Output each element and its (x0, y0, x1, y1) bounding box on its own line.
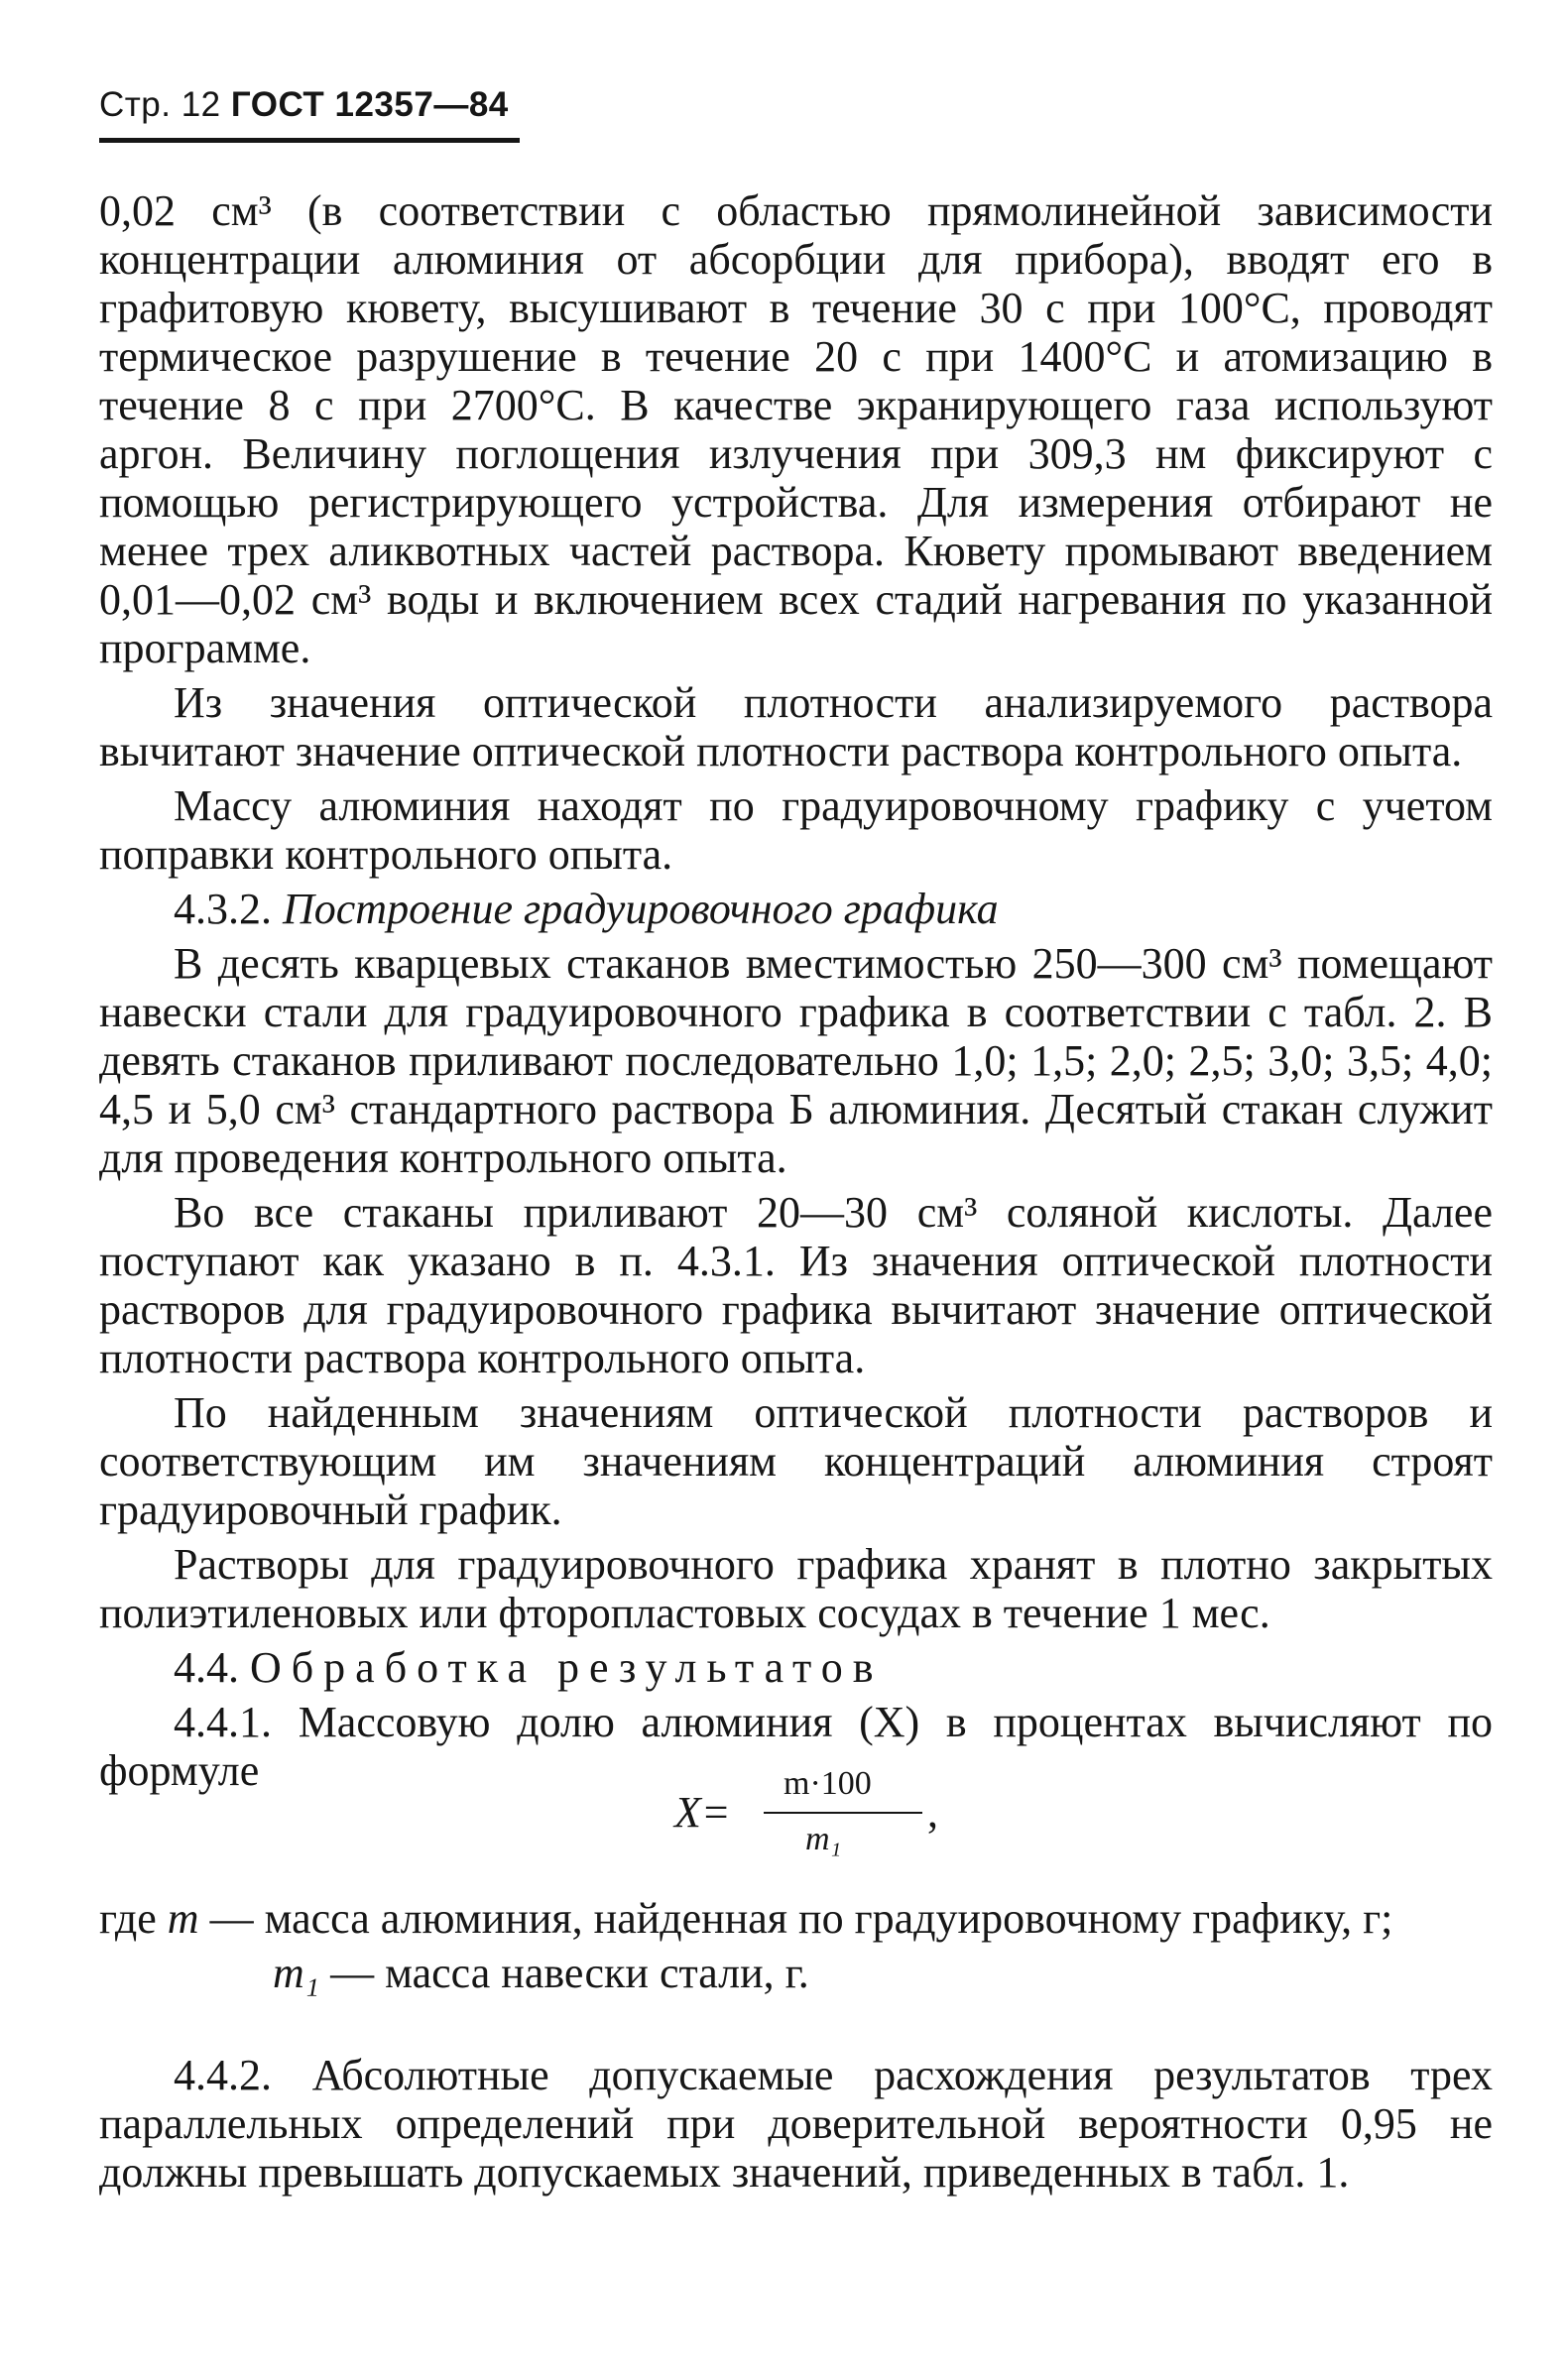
formula-mass-fraction (674, 1765, 938, 1864)
definition-row (99, 1949, 1493, 1997)
paragraph-formula-intro: 4.4.1. Массовую долю алюминия (X) в процентах вычисляют по формуле (99, 1698, 1493, 1795)
page-number: Стр. 12 (99, 85, 221, 124)
fraction-bar (764, 1812, 922, 1814)
header-rule (99, 138, 520, 143)
tail-text (99, 2051, 1493, 2197)
section-number: 4.4. (174, 1643, 239, 1692)
definition-text: — масса алюминия, найденная по градуировочному графику, г; (209, 1894, 1393, 1943)
formula-lhs: X= (674, 1788, 731, 1837)
paragraph-build-graph: По найденным значениям оптической плотности растворов и соответствующим им значениям концентраций алюминия строят градуировочный график. (99, 1388, 1493, 1534)
paragraph-beakers: В десять кварцевых стаканов вместимостью 250—300 см³ помещают навески стали для градуировочного графика в соответствии с табл. 2. В девять стаканов приливают последовательно 1,0; 1,5; 2,0; 2,5; 3,0; 3,5; 4,0; 4,5 и 5,0 см³ стандартного раствора Б алюминия. Десятый стакан служит для проведения контрольного опыта. (99, 939, 1493, 1182)
definition-prefix: где (99, 1894, 157, 1943)
paragraph-storage: Растворы для градуировочного графика хранят в плотно закрытых полиэтиленовых или фторопластовых сосудах в течение 1 мес. (99, 1540, 1493, 1637)
formula-denominator: m₁ (805, 1821, 842, 1857)
formula-comma: , (927, 1788, 938, 1837)
section-heading-4-3-2 (99, 885, 1493, 933)
page-header (99, 85, 509, 125)
paragraph-atomization: 0,02 см³ (в соответствии с областью прямолинейной зависимости концентрации алюминия от абсорбции для прибора), вводят его в графитовую кювету, высушивают в течение 30 с при 100°С, проводят термическое разрушение в течение 20 с при 1400°С и атомизацию в течение 8 с при 2700°С. В качестве экранирующего газа используют аргон. Величину поглощения излучения при 309,3 нм фиксируют с помощью регистрирующего устройства. Для измерения отбирают не менее трех аликвотных частей раствора. Кювету промывают введением 0,01—0,02 см³ воды и включением всех стадий нагревания по указанной программе. (99, 186, 1493, 672)
formula-definitions (99, 1894, 1493, 1997)
definition-symbol: m₁ (273, 1949, 320, 1997)
paragraph-blank-subtraction: Из значения оптической плотности анализируемого раствора вычитают значение оптической плотности раствора контрольного опыта. (99, 678, 1493, 775)
section-number: 4.3.2. (174, 885, 272, 933)
paragraph-tolerances: 4.4.2. Абсолютные допускаемые расхождения результатов трех параллельных определений при доверительной вероятности 0,95 не должны превышать допускаемых значений, приведенных в табл. 1. (99, 2051, 1493, 2197)
paragraph-mass-by-graph: Массу алюминия находят по градуировочному графику с учетом поправки контрольного опыта. (99, 781, 1493, 879)
paragraph-hydrochloric-acid: Во все стаканы приливают 20—30 см³ соляной кислоты. Далее поступают как указано в п. 4.3.1. Из значения оптической плотности растворов для градуировочного графика вычитают значение оптической плотности раствора контрольного опыта. (99, 1188, 1493, 1382)
section-heading-4-4 (99, 1643, 1493, 1692)
definition-text: — масса навески стали, г. (330, 1949, 809, 1997)
definition-symbol: m (167, 1894, 199, 1943)
section-title: Обработка результатов (250, 1643, 884, 1692)
standard-number: ГОСТ 12357—84 (230, 85, 509, 124)
section-title: Построение градуировочного графика (283, 885, 999, 933)
formula-numerator: m·100 (784, 1765, 872, 1802)
definition-row (99, 1894, 1493, 1943)
body-text (99, 186, 1493, 1801)
